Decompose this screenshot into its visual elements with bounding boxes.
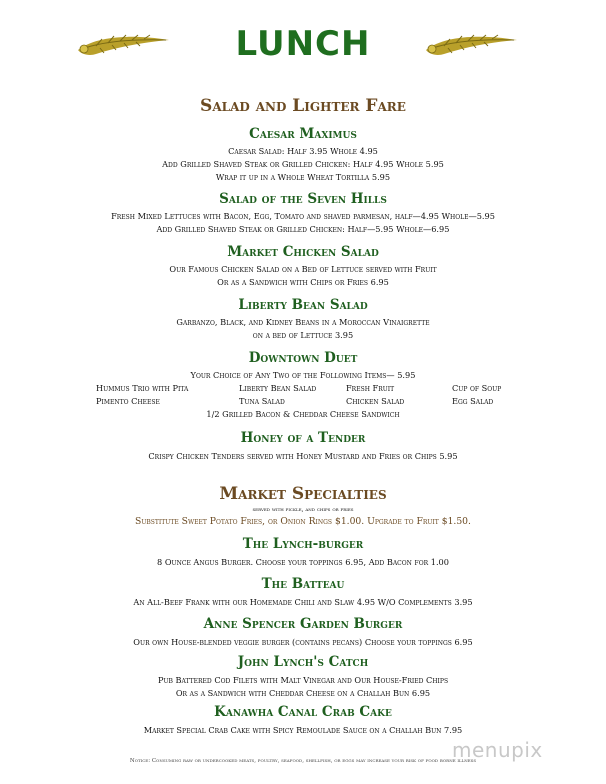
substitute-note: Substitute Sweet Potato Fries, or Onion Rings $1.00. Upgrade to Fruit $1.50. xyxy=(135,516,471,527)
item-name-caesar: Caesar Maximus xyxy=(249,126,357,142)
section-title-specialties: Market Specialties xyxy=(219,484,387,504)
item-name-duet: Downtown Duet xyxy=(248,350,358,366)
duet-option: Chicken Salad xyxy=(346,396,405,406)
item-name-liberty: Liberty Bean Salad xyxy=(238,297,368,313)
item-line: Our own House-blended veggie burger (contains pecans) Choose your toppings 6.95 xyxy=(133,637,473,647)
section-title-salad: Salad and Lighter Fare xyxy=(200,96,406,116)
item-line: Fresh Mixed Lettuces with Bacon, Egg, Tomato and shaved parmesan, half—4.95 Whole—5.95 xyxy=(111,211,495,221)
item-line: Garbanzo, Black, and Kidney Beans in a Moroccan Vinaigrette xyxy=(176,317,430,327)
duet-option: Fresh Fruit xyxy=(346,383,395,393)
item-line: Caesar Salad: Half 3.95 Whole 4.95 xyxy=(228,146,378,156)
item-name-john-lynch: John Lynch's Catch xyxy=(237,654,369,670)
item-line: Or as a Sandwich with Chips or Fries 6.95 xyxy=(217,277,389,287)
duet-option: Pimento Cheese xyxy=(96,396,160,406)
item-line: Market Special Crab Cake with Spicy Remoulade Sauce on a Challah Bun 7.95 xyxy=(143,725,463,735)
item-name-lynchburger: The Lynch-burger xyxy=(242,536,364,552)
item-name-crab-cake: Kanawha Canal Crab Cake xyxy=(214,704,392,720)
item-line: An All-Beef Frank with our Homemade Chili and Slaw 4.95 W/O Complements 3.95 xyxy=(133,597,473,607)
item-name-seven-hills: Salad of the Seven Hills xyxy=(219,191,387,207)
duet-option: Cup of Soup xyxy=(452,383,502,393)
item-name-batteau: The Batteau xyxy=(261,576,345,592)
item-name-anne-spencer: Anne Spencer Garden Burger xyxy=(203,616,403,632)
item-line: Wrap it up in a Whole Wheat Tortilla 5.95 xyxy=(215,172,391,182)
item-line: Your Choice of Any Two of the Following Items— 5.95 xyxy=(190,370,416,380)
item-name-honey: Honey of a Tender xyxy=(240,430,366,446)
page-title: LUNCH xyxy=(235,24,371,64)
item-line: Add Grilled Shaved Steak or Grilled Chicken: Half—5.95 Whole—6.95 xyxy=(156,224,450,234)
item-line: 1/2 Grilled Bacon & Cheddar Cheese Sandwich xyxy=(206,409,400,419)
duet-option: Tuna Salad xyxy=(239,396,285,406)
duet-option: Egg Salad xyxy=(452,396,494,406)
watermark: menupix xyxy=(452,738,543,762)
item-line: 8 Ounce Angus Burger. Choose your toppings 6.95, Add Bacon for 1.00 xyxy=(157,557,449,567)
item-line: Our Famous Chicken Salad on a Bed of Lettuce served with Fruit xyxy=(169,264,437,274)
item-line: on a bed of Lettuce 3.95 xyxy=(252,330,354,340)
item-line: Add Grilled Shaved Steak or Grilled Chicken: Half 4.95 Whole 5.95 xyxy=(162,159,444,169)
section-note: served with pickle, and chips or fries xyxy=(252,506,354,513)
duet-option: Hummus Trio with Pita xyxy=(96,383,189,393)
item-name-chicken-salad: Market Chicken Salad xyxy=(227,244,379,260)
item-line: Pub Battered Cod Filets with Malt Vinegar and Our House-Fried Chips xyxy=(157,675,449,685)
item-line: Crispy Chicken Tenders served with Honey Mustard and Fries or Chips 5.95 xyxy=(148,451,458,461)
footer-notice: Notice: Consuming raw or undercooked meats, poultry, seafood, shellfish, or eggs may increase your risk of food borne illness xyxy=(129,758,477,764)
item-line: Or as a Sandwich with Cheddar Cheese on a Challah Bun 6.95 xyxy=(175,688,431,698)
duet-option: Liberty Bean Salad xyxy=(239,383,317,393)
